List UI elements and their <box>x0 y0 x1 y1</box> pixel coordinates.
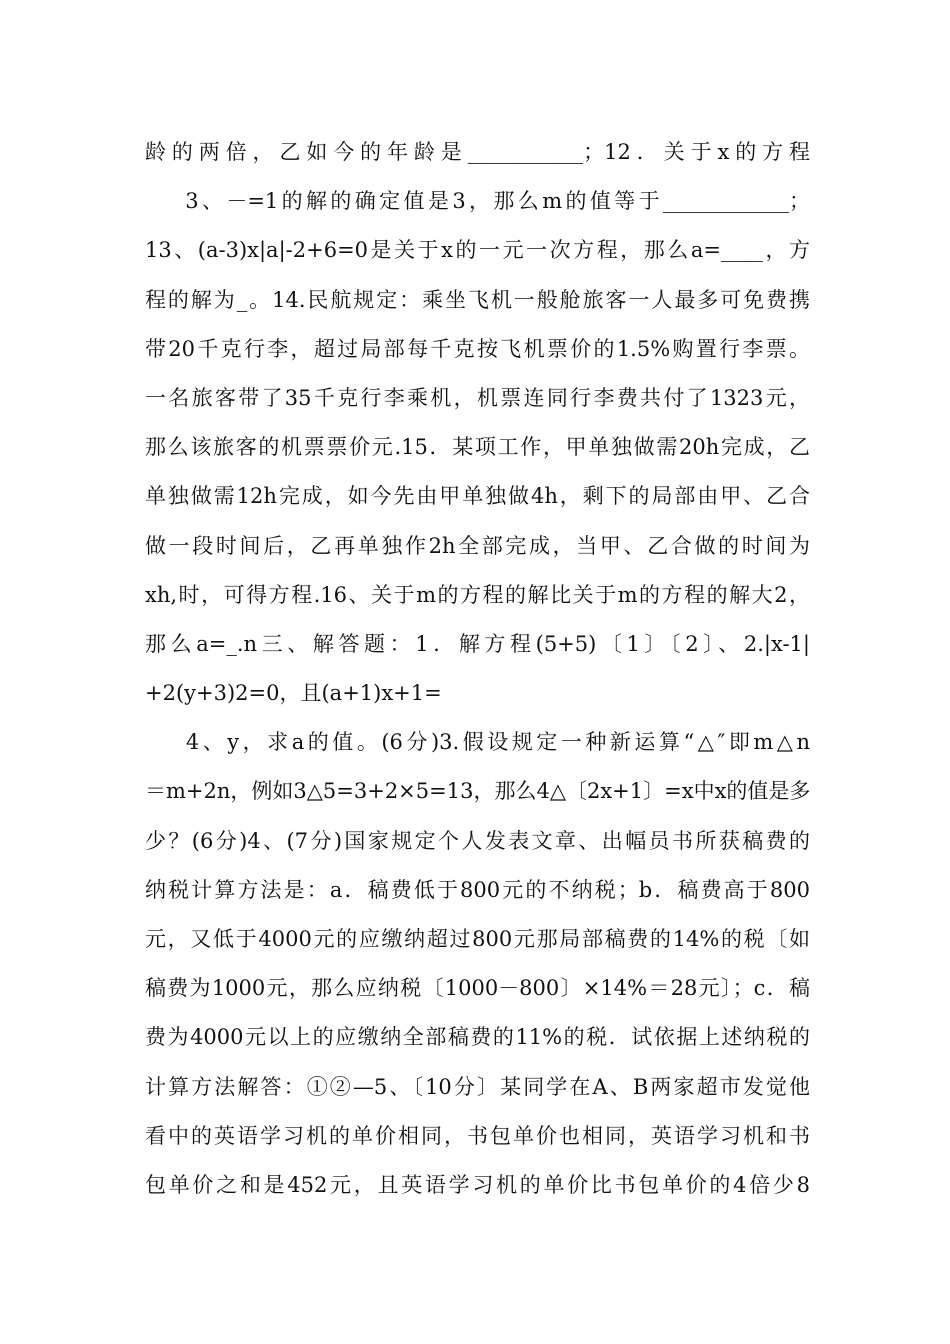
text-line: +2(y+3)2=0，且(a+1)x+1= <box>145 681 442 706</box>
text-line: 做一段时间后，乙再单独作2h全部完成，当甲、乙合做的时间为 <box>145 533 810 558</box>
text-line: 少？(6分)4、(7分)国家规定个人发表文章、出幅员书所获稿费的 <box>145 828 810 853</box>
text-line: 13、(a-3)x|a|-2+6=0是关于x的一元一次方程，那么a=____，方 <box>145 238 810 263</box>
text-line: 费为4000元以上的应缴纳全部稿费的11%的税．试依据上述纳税的 <box>145 1025 810 1050</box>
text-line: 计算方法解答：①②—5、〔10分〕某同学在A、B两家超市发觉他 <box>145 1074 810 1099</box>
text-line: 一名旅客带了35千克行李乘机，机票连同行李费共付了1323元， <box>145 385 810 410</box>
text-line: 看中的英语学习机的单价相同，书包单价也相同，英语学习机和书 <box>145 1123 810 1148</box>
text-line: 纳税计算方法是：a．稿费低于800元的不纳税；b．稿费高于800 <box>145 877 810 902</box>
text-line: 元，又低于4000元的应缴纳超过800元那局部稿费的14%的税〔如 <box>145 927 810 951</box>
text-line: xh,时，可得方程.16、关于m的方程的解比关于m的方程的解大2， <box>145 582 810 607</box>
document-body <box>145 128 810 1210</box>
text-line: 龄的两倍，乙如今的年龄是___________；12．关于x的方程 <box>145 140 810 164</box>
text-line: 那么该旅客的机票票价元.15．某项工作，甲单独做需20h完成，乙 <box>145 435 810 460</box>
text-line: 带20千克行李，超过局部每千克按飞机票价的1.5%购置行李票。 <box>145 336 810 361</box>
text-line: 4、y，求a的值。(6分)3.假设规定一种新运算“△″即m△n <box>145 730 810 755</box>
text-line: 程的解为_。14.民航规定：乘坐飞机一般舱旅客一人最多可免费携 <box>145 287 810 312</box>
text-line: ＝m+2n，例如3△5=3+2×5=13，那么4△〔2x+1〕=x中x的值是多 <box>145 779 810 804</box>
text-line: 单独做需12h完成，如今先由甲单独做4h，剩下的局部由甲、乙合 <box>145 484 810 509</box>
text-line: 包单价之和是452元，且英语学习机的单价比书包单价的4倍少8 <box>145 1172 810 1197</box>
text-line: 那么a=_.n三、解答题：1．解方程(5+5)〔1〕〔2〕、2.|x-1| <box>145 631 810 656</box>
text-line: 3、－=1的解的确定值是3，那么m的值等于____________； <box>145 189 810 214</box>
text-line: 稿费为1000元，那么应纳税〔1000－800〕×14%＝28元〕；c．稿 <box>145 976 810 1001</box>
